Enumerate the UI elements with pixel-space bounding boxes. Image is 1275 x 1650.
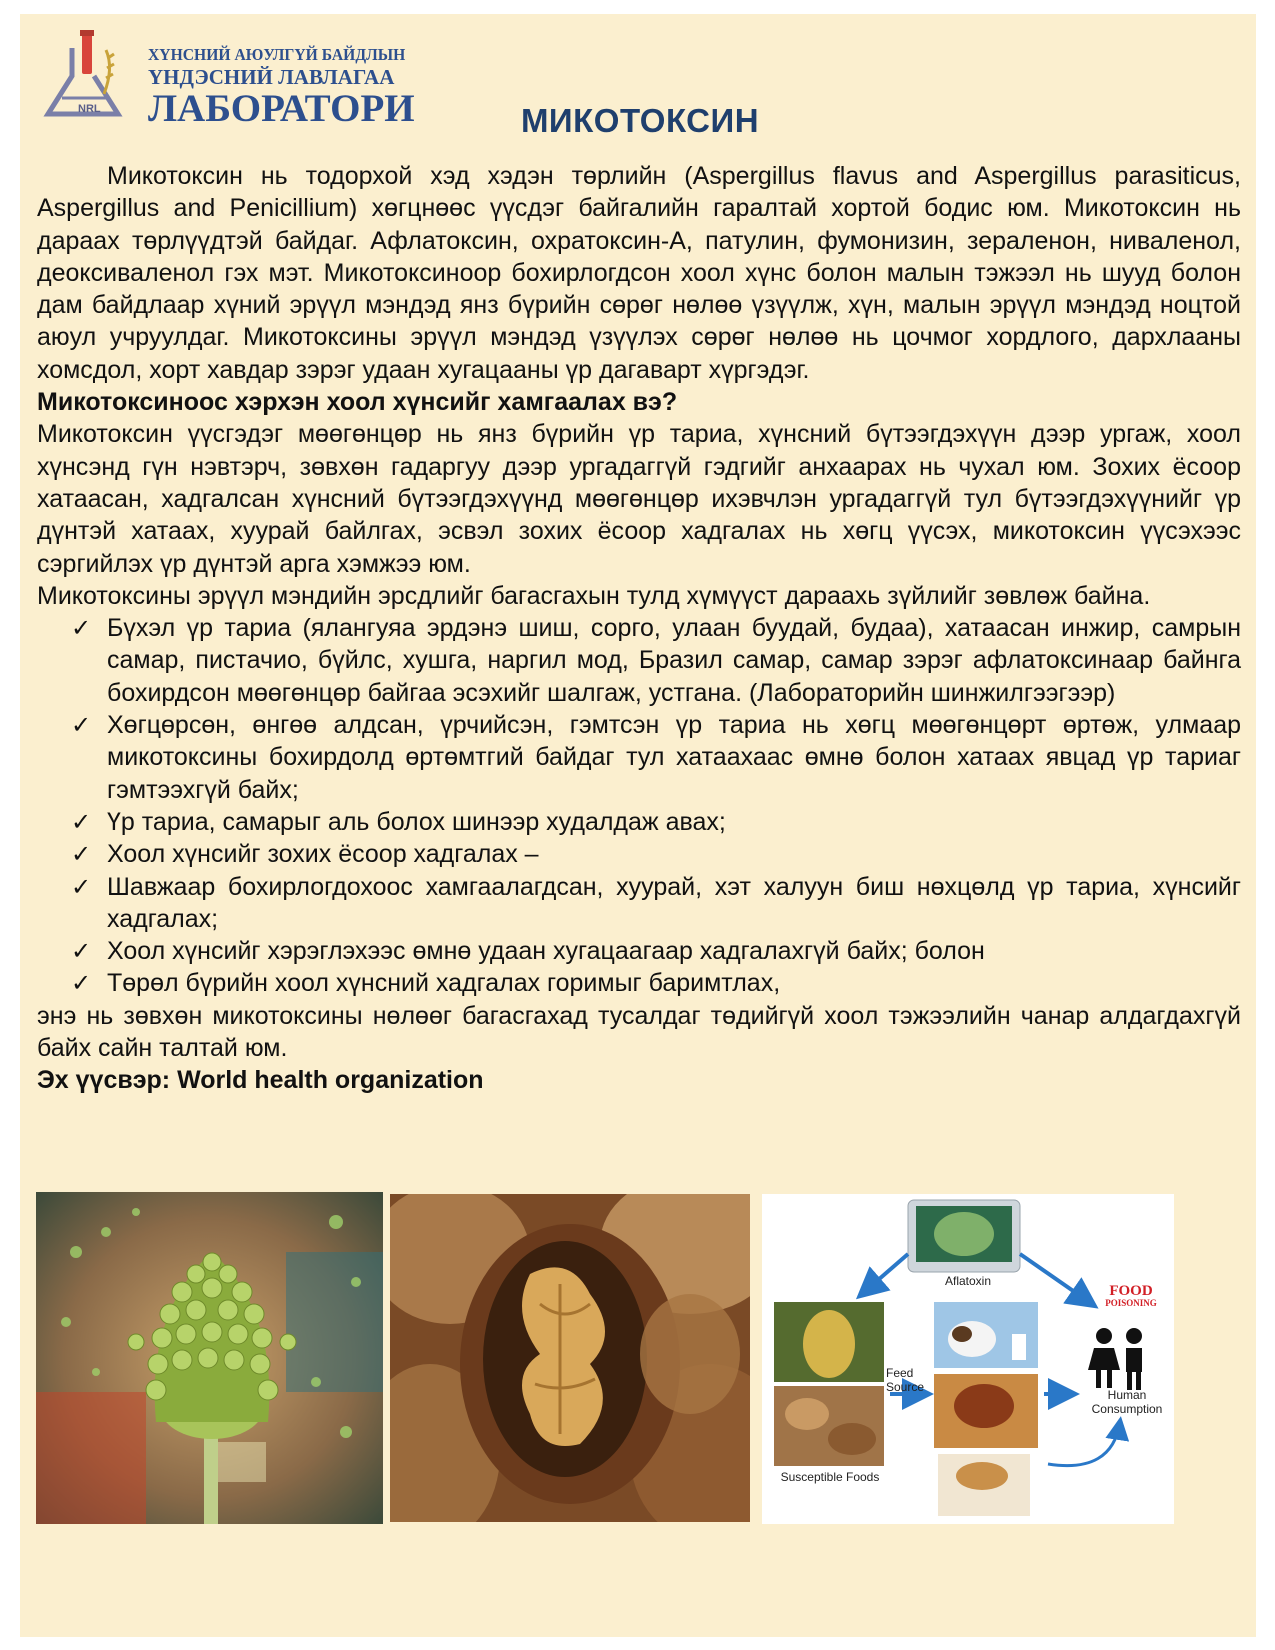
paragraph-3: Микотоксины эрүүл мэндийн эрсдлийг багасгахын тулд хүмүүст дараахь зүйлийг зөвлөж байна. (37, 581, 1151, 610)
lab-logo (42, 28, 415, 130)
tip-text: Шавжаар бохирлогдохоос хамгаалагдсан, хуурай, хэт халуун биш нөхцөлд үр тариа, хүнсийг хадгалах; (107, 872, 1241, 933)
susceptible-foods-label: Susceptible Foods (780, 1470, 880, 1484)
closing-paragraph: энэ нь зөвхөн микотоксины нөлөөг багасгахад тусалдаг төдийгүй хоол тэжээлийн чанар алдагдахгүй байх сайн талтай юм. (37, 1001, 1241, 1063)
article-body (37, 160, 1241, 1097)
food-poisoning-line-1: FOOD (1109, 1283, 1153, 1299)
people-icon (1088, 1328, 1142, 1390)
list-item (37, 612, 1241, 709)
flask-logo-icon (42, 28, 142, 124)
walnuts-image (390, 1194, 750, 1522)
list-item (37, 871, 1241, 936)
checkmark-icon: ✓ (71, 937, 92, 966)
list-item (37, 838, 1241, 870)
checkmark-icon: ✓ (71, 614, 92, 643)
list-item (37, 709, 1241, 806)
tips-list (37, 612, 1241, 1000)
page-title: МИКОТОКСИН (520, 102, 760, 139)
tip-text: Бүхэл үр тариа (ялангуяа эрдэнэ шиш, сорго, улаан буудай, будаа), хатаасан инжир, самрын самар, пистачио, бүйлс, хушга, наргил мод, Бразил самар, самар зэрэг афлатоксинаар байнга бохирдсон мөөгөнцөр байгаа эсэхийг шалгаж, устгана. (Лабораторийн шинжилгээгээр) (107, 614, 1241, 707)
logo-line-3: ЛАБОРАТОРИ (148, 87, 415, 130)
list-item (37, 935, 1241, 967)
checkmark-icon: ✓ (71, 840, 92, 869)
list-item (37, 967, 1241, 999)
feed-source-line-2: Source (886, 1380, 925, 1394)
section-question: Микотоксиноос хэрхэн хоол хүнсийг хамгаалах вэ? (37, 388, 678, 417)
food-poisoning-label (1096, 1284, 1166, 1308)
feed-source-label (886, 1366, 936, 1394)
tip-text: Үр тариа, самарыг аль болох шинээр худалдаж авах; (107, 807, 726, 836)
aflatoxin-label: Aflatoxin (944, 1274, 992, 1288)
aspergillus-image (36, 1192, 383, 1524)
list-item (37, 806, 1241, 838)
checkmark-icon: ✓ (71, 969, 92, 998)
page (20, 14, 1256, 1637)
tip-text: Хоол хүнсийг зохих ёсоор хадгалах – (107, 840, 539, 869)
tip-text: Хөгцөрсөн, өнгөө алдсан, үрчийсэн, гэмтсэн үр тариа нь хөгц мөөгөнцөрт өртөж, улмаар микотоксины бохирдолд өртөмтгий байдаг тул хатаахаас өмнө болон хатаах явцад үр тариаг гэмтээхгүй байх; (107, 711, 1241, 804)
food-poisoning-line-2: POISONING (1105, 1298, 1157, 1308)
aflatoxin-diagram (762, 1194, 1174, 1524)
paragraph-2: Микотоксин үүсгэдэг мөөгөнцөр нь янз бүрийн үр тариа, хүнсний бүтээгдэхүүн дээр ургаж, хоол хүнсэнд гүн нэвтэрч, зөвхөн гадаргуу дээр ургадаггүй гэдгийг анхаарах нь чухал юм. Зохих ёсоор хатаасан, хадгалсан хүнсний бүтээгдэхүүнд мөөгөнцөр ихэвчлэн ургадаггүй тул бүтээгдэхүүнийг үр дүнтэй хатаах, хуурай байлгах, эсвэл зохих ёсоор хадгалах нь хөгц үүсэх, микотоксин үүсэхээс сэргийлэх үр дүнтэй арга хэмжээ юм. (37, 420, 1241, 578)
tip-text: Төрөл бүрийн хоол хүнсний хадгалах горимыг баримтлах, (107, 969, 781, 998)
logo-mark: NRL (78, 103, 101, 115)
logo-line-1: ХҮНСНИЙ АЮУЛГҮЙ БАЙДЛЫН (148, 45, 406, 64)
checkmark-icon: ✓ (71, 711, 92, 740)
source-line: Эх үүсвэр: World health organization (37, 1066, 484, 1095)
tip-text: Хоол хүнсийг хэрэглэхээс өмнө удаан хугацаагаар хадгалахгүй байх; болон (107, 937, 985, 966)
human-consumption-line-2: Consumption (1091, 1402, 1163, 1416)
human-consumption-line-1: Human (1107, 1388, 1147, 1402)
human-consumption-label (1080, 1388, 1174, 1416)
checkmark-icon: ✓ (71, 872, 92, 901)
intro-paragraph: Микотоксин нь тодорхой хэд хэдэн төрлийн (Aspergillus flavus and Aspergillus parasiticus, Aspergillus and Penicillium) хөгцнөөс үүсдэг байгалийн гаралтай хортой бодис юм. Микотоксин нь дараах төрлүүдтэй байдаг. Афлатоксин, охратоксин-А, патулин, фумонизин, зераленон, ниваленол, деоксиваленол гэх мэт. Микотоксиноор бохирлогдсон хоол хүнс болон малын тэжээл нь шууд болон дам байдлаар хүний эрүүл мэндэд янз бүрийн сөрөг нөлөө үзүүлж, хүн, малын эрүүл мэндэд ноцтой аюул учруулдаг. Микотоксины эрүүл мэндэд үзүүлэх сөрөг нөлөө нь цочмог хордлого, дархлааны хомсдол, хорт хавдар зэрэг удаан хугацааны үр дагаварт хүргэдэг. (37, 162, 1241, 384)
logo-line-2: ҮНДЭСНИЙ ЛАВЛАГАА (148, 65, 395, 89)
checkmark-icon: ✓ (71, 807, 92, 836)
feed-source-line-1: Feed (886, 1366, 914, 1380)
